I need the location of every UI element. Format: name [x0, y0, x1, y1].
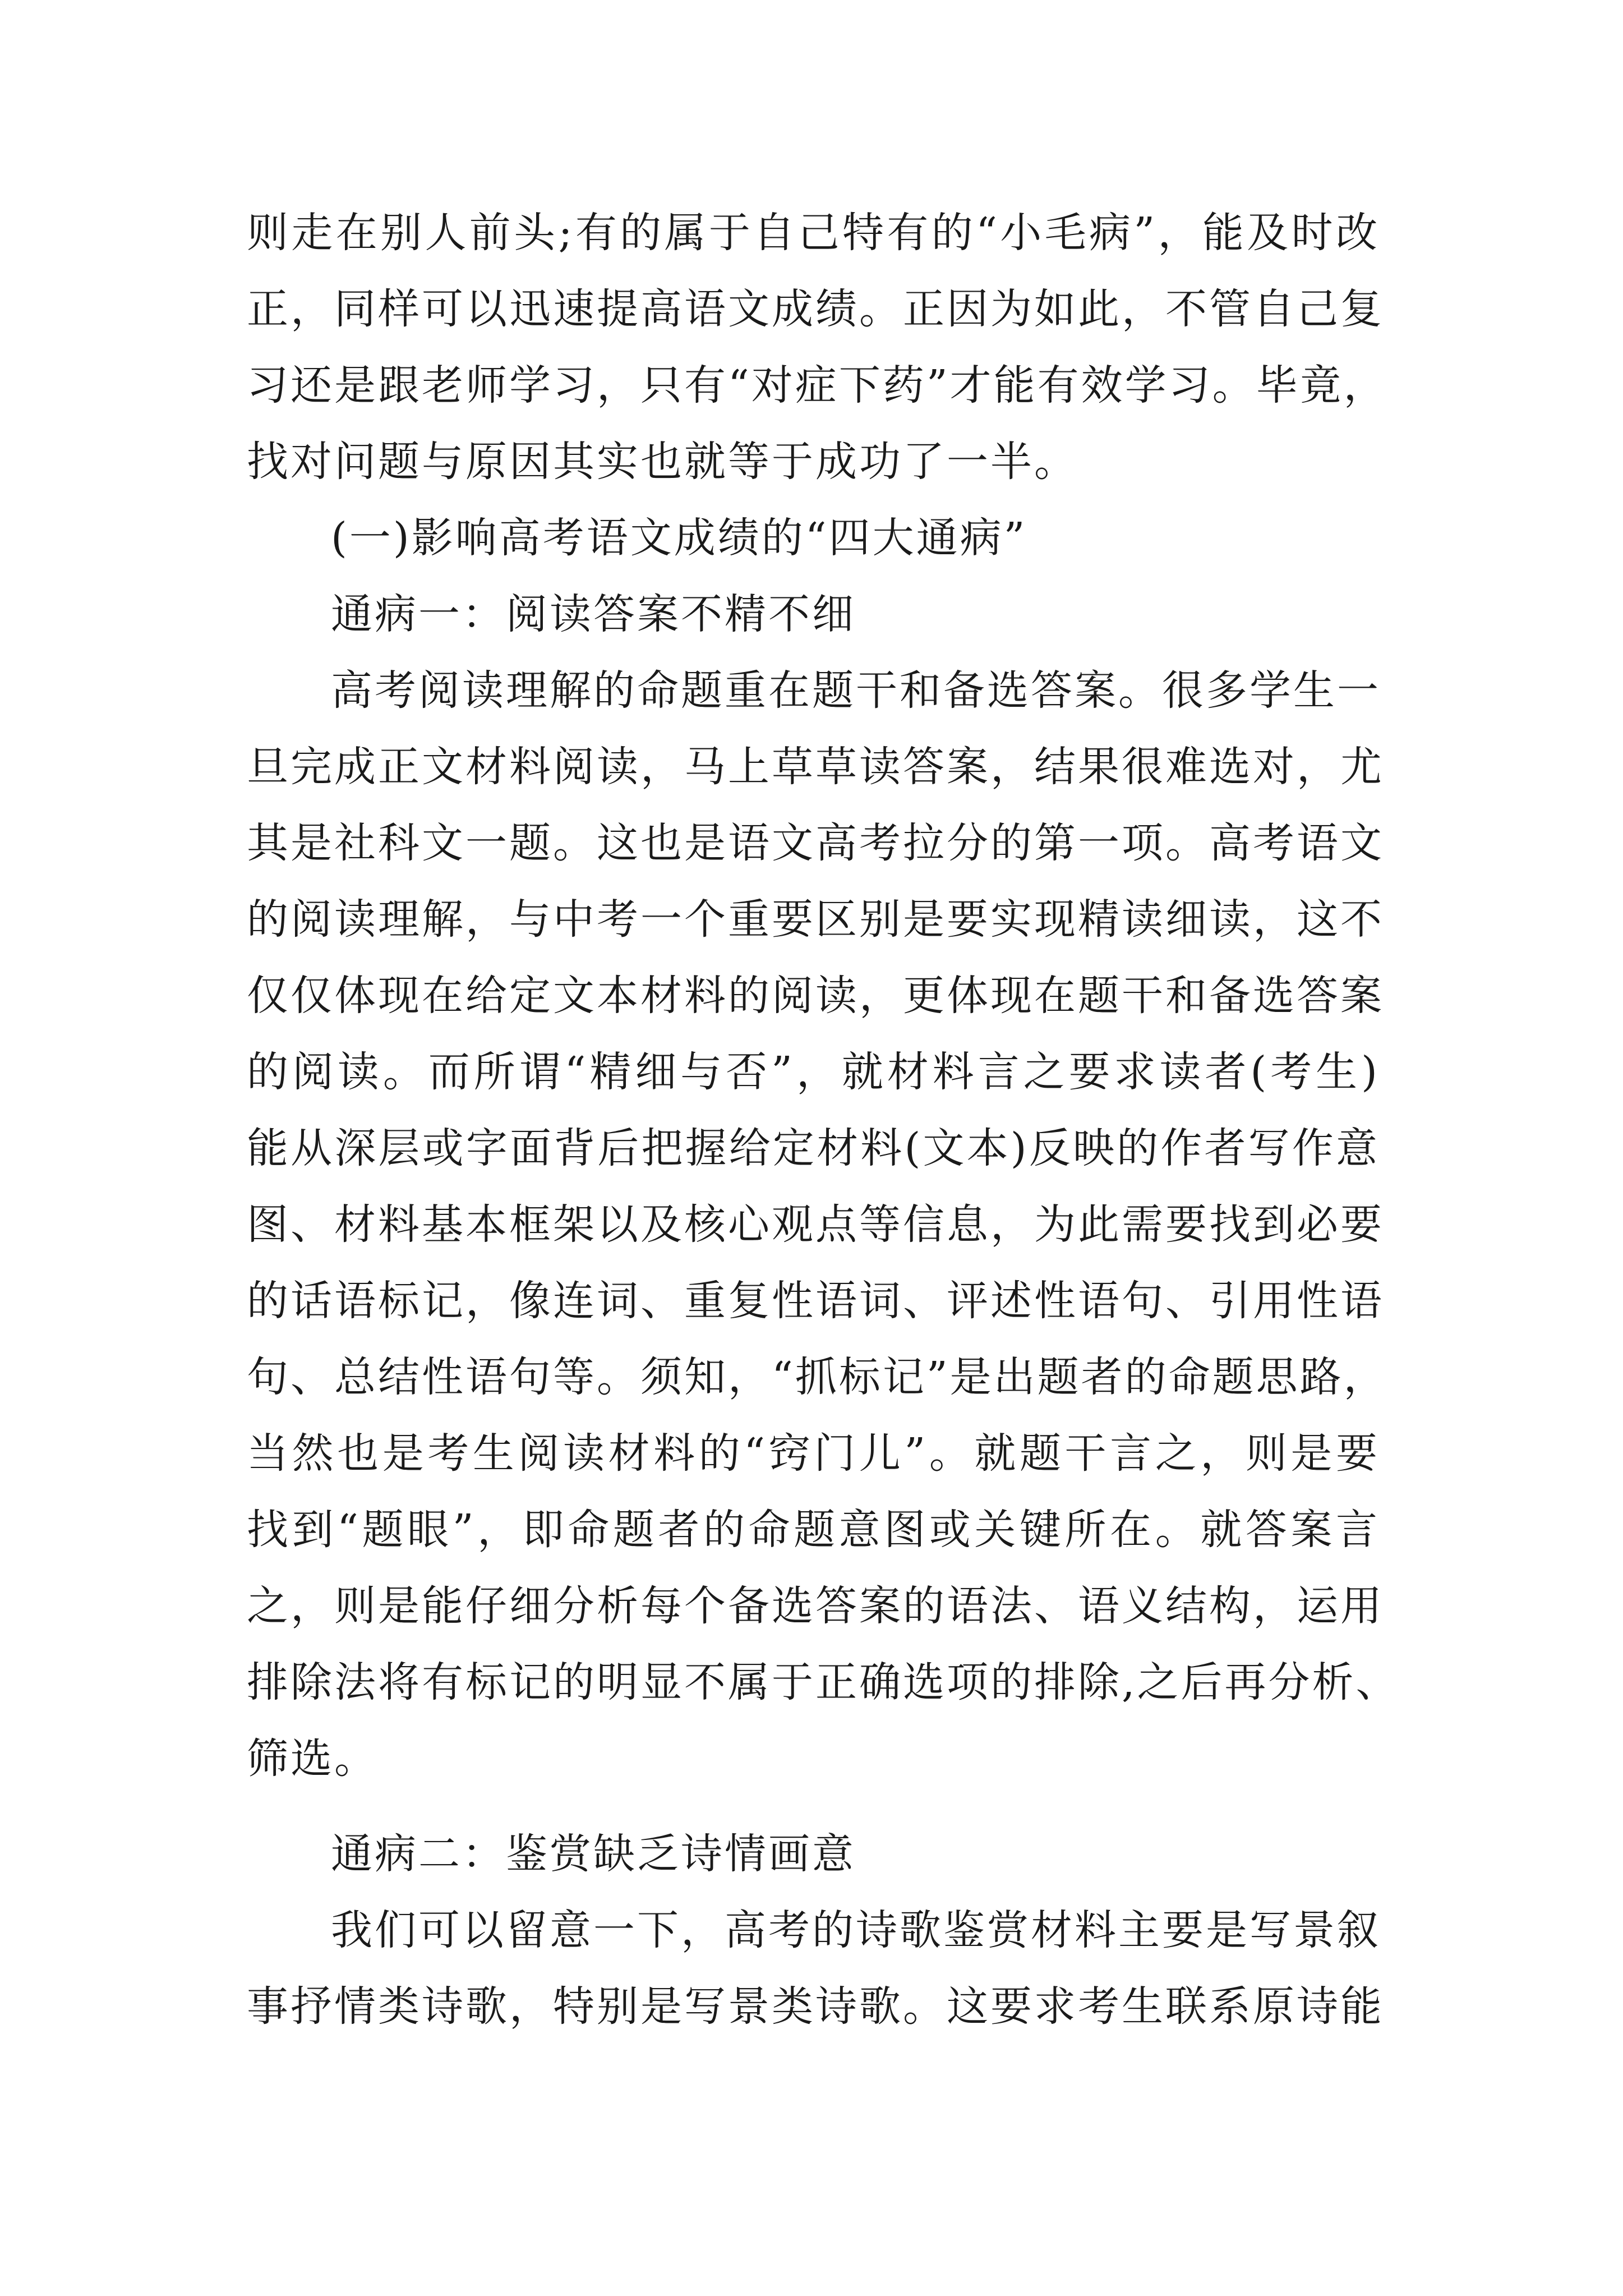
text-line: 事抒情类诗歌，特别是写景类诗歌。这要求考生联系原诗能	[247, 1982, 1384, 2031]
text-line: 排除法将有标记的明显不属于正确选项的排除,之后再分析、	[247, 1658, 1400, 1706]
text-line: 能从深层或字面背后把握给定材料(文本)反映的作者写作意	[247, 1124, 1380, 1172]
subsection-heading: 通病二：鉴赏缺乏诗情画意	[331, 1830, 856, 1878]
text-line: 图、材料基本框架以及核心观点等信息，为此需要找到必要	[247, 1200, 1384, 1249]
subsection-heading: 通病一：阅读答案不精不细	[331, 590, 856, 638]
text-line: 旦完成正文材料阅读，马上草草读答案，结果很难选对，尤	[247, 743, 1384, 791]
text-line: 句、总结性语句等。须知，“抓标记”是出题者的命题思路，	[247, 1353, 1387, 1401]
text-line: 筛选。	[247, 1734, 378, 1783]
text-line: 的阅读。而所谓“精细与否”，就材料言之要求读者(考生)	[247, 1048, 1380, 1096]
text-line: 习还是跟老师学习，只有“对症下药”才能有效学习。毕竟，	[247, 361, 1387, 409]
text-line: 的话语标记，像连词、重复性语词、评述性语句、引用性语	[247, 1277, 1384, 1325]
text-line: 其是社科文一题。这也是语文高考拉分的第一项。高考语文	[247, 819, 1384, 867]
text-line: 则走在别人前头;有的属于自己特有的“小毛病”，能及时改	[247, 209, 1380, 257]
text-line: 找对问题与原因其实也就等于成功了一半。	[247, 438, 1078, 486]
text-line: 我们可以留意一下，高考的诗歌鉴赏材料主要是写景叙	[331, 1906, 1381, 1954]
text-line: 高考阅读理解的命题重在题干和备选答案。很多学生一	[331, 666, 1381, 715]
text-line: 正，同样可以迅速提高语文成绩。正因为如此，不管自己复	[247, 285, 1384, 333]
text-line: 之，则是能仔细分析每个备选答案的语法、语义结构，运用	[247, 1582, 1384, 1630]
section-heading: (一)影响高考语文成绩的“四大通病”	[331, 514, 1027, 562]
text-line: 仅仅体现在给定文本材料的阅读，更体现在题干和备选答案	[247, 972, 1384, 1020]
text-line: 找到“题眼”，即命题者的命题意图或关键所在。就答案言	[247, 1506, 1380, 1554]
text-line: 当然也是考生阅读材料的“窍门儿”。就题干言之，则是要	[247, 1429, 1380, 1478]
text-line: 的阅读理解，与中考一个重要区别是要实现精读细读，这不	[247, 895, 1384, 944]
